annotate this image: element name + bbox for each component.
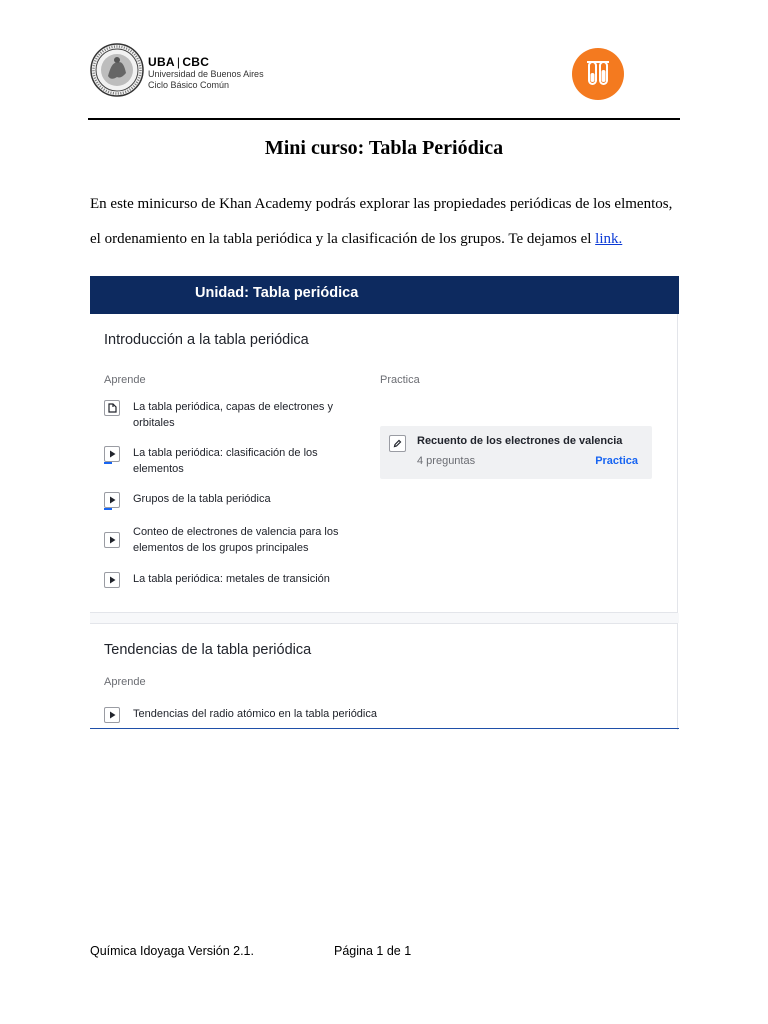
unit-header-bar: [90, 276, 679, 314]
section-card-trends: [90, 623, 678, 730]
section-title[interactable]: Introducción a la tabla periódica: [104, 332, 309, 348]
khan-academy-screenshot: [90, 276, 679, 730]
section-card-intro: [90, 314, 678, 613]
footer-page-number: Página 1 de 1: [334, 944, 412, 958]
intro-paragraph-line-2: [90, 231, 690, 248]
intro-paragraph-text: el ordenamiento en la tabla periódica y la clasificación de los grupos. Te dejamos el: [90, 231, 592, 247]
video-play-icon: [104, 707, 120, 723]
embed-bottom-line: [90, 728, 679, 729]
lesson-label: La tabla periódica, capas de electrones y orbitales: [133, 401, 333, 429]
exercise-question-count: 4 preguntas: [417, 455, 476, 467]
unit-title: Unidad: Tabla periódica: [195, 285, 359, 301]
brand-line-1: Universidad de Buenos Aires: [148, 69, 264, 79]
khan-link[interactable]: link.: [595, 231, 623, 247]
article-icon: [104, 400, 120, 416]
lesson-label: La tabla periódica: clasificación de los elementos: [133, 447, 318, 475]
brand-uba: UBA: [148, 55, 175, 69]
header-rule: [88, 118, 680, 120]
intro-paragraph-line-1: En este minicurso de Khan Academy podrás explorar las propiedades periódicas de los elmentos,: [90, 196, 673, 212]
brand-title: [148, 56, 264, 69]
brand-cbc: CBC: [182, 55, 210, 69]
progress-indicator: [104, 462, 112, 464]
test-tubes-icon: [572, 48, 624, 100]
exercise-card[interactable]: [380, 426, 652, 479]
lesson-label: Grupos de la tabla periódica: [133, 493, 271, 505]
practice-column-label: Practica: [380, 374, 420, 386]
university-seal-icon: [90, 43, 144, 97]
pencil-icon: [389, 435, 406, 452]
video-play-icon: [104, 446, 120, 462]
video-play-icon: [104, 532, 120, 548]
section-separator: [90, 613, 679, 623]
brand-line-2: Ciclo Básico Común: [148, 79, 230, 90]
lesson-label: La tabla periódica: metales de transición: [133, 573, 330, 585]
brand-separator: |: [176, 55, 181, 69]
brand-block: [148, 56, 264, 90]
learn-column-label: Aprende: [104, 676, 146, 688]
learn-column-label: Aprende: [104, 374, 146, 386]
footer-version: Química Idoyaga Versión 2.1.: [90, 944, 254, 958]
progress-indicator: [104, 508, 112, 510]
lesson-label: Tendencias del radio atómico en la tabla periódica: [133, 708, 377, 720]
page-header: [88, 40, 680, 112]
exercise-title: Recuento de los electrones de valencia: [417, 435, 623, 447]
section-title[interactable]: Tendencias de la tabla periódica: [104, 642, 312, 658]
video-play-icon: [104, 572, 120, 588]
video-play-icon: [104, 492, 120, 508]
page-title: Mini curso: Tabla Periódica: [264, 137, 504, 159]
practice-link[interactable]: Practica: [595, 455, 638, 467]
lesson-label: Conteo de electrones de valencia para los elementos de los grupos principales: [133, 526, 339, 554]
